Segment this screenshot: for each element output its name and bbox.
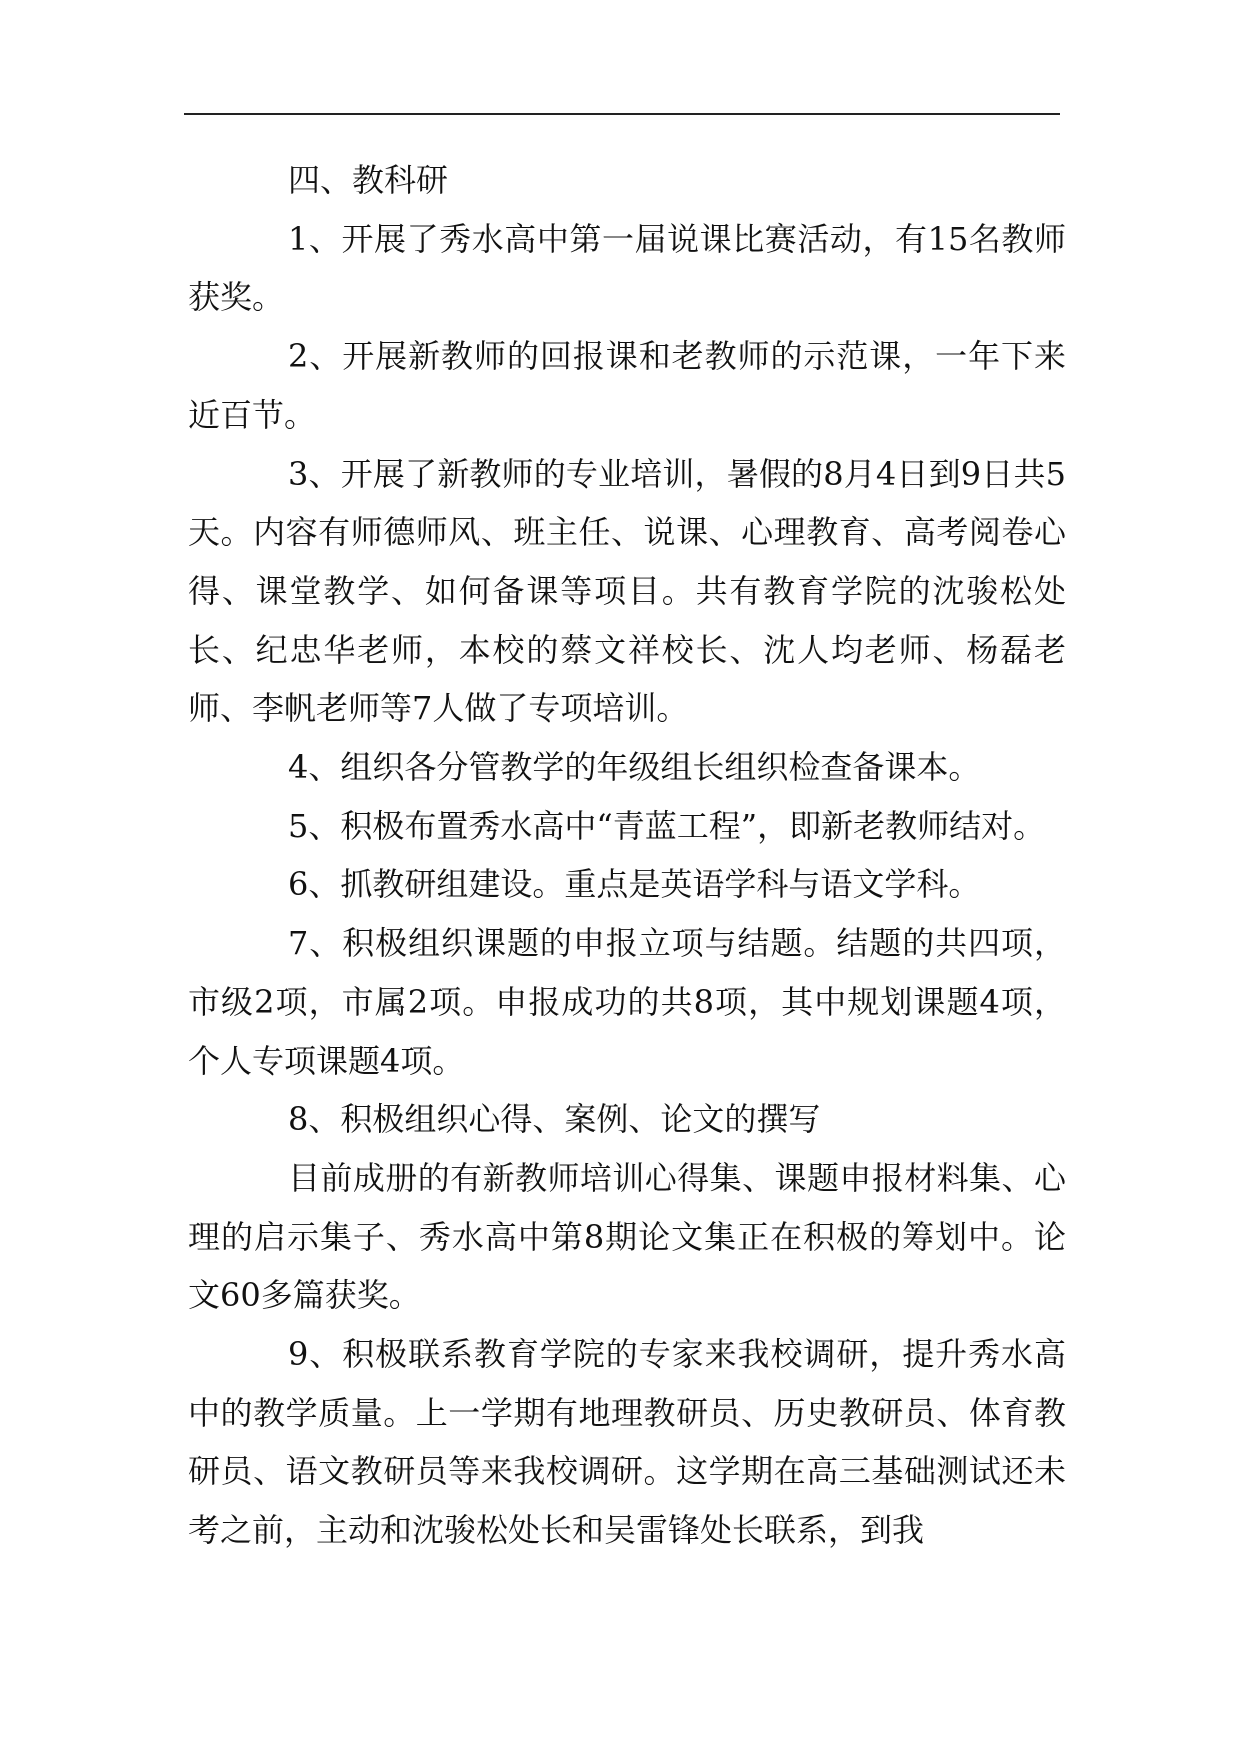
paragraph-2: 2、开展新教师的回报课和老教师的示范课，一年下来近百节。 [188, 337, 1066, 434]
paragraph-7: 7、积极组织课题的申报立项与结题。结题的共四项，市级2项，市属2项。申报成功的共8项，其中规划课题4项，个人专项课题4项。 [188, 924, 1066, 1080]
paragraph-4: 4、组织各分管教学的年级组长组织检查备课本。 [288, 748, 981, 787]
section-title: 四、教科研 [288, 161, 449, 199]
document-body [188, 151, 1066, 1560]
paragraph-10: 9、积极联系教育学院的专家来我校调研，提升秀水高中的教学质量。上一学期有地理教研员、历史教研员、体育教研员、语文教研员等来我校调研。这学期在高三基础测试还未考之前，主动和沈骏松处长和吴雷锋处长联系，到我 [188, 1335, 1066, 1550]
paragraph-3: 3、开展了新教师的专业培训，暑假的8月4日到9日共5天。内容有师德师风、班主任、说课、心理教育、高考阅卷心得、课堂教学、如何备课等项目。共有教育学院的沈骏松处长、纪忠华老师，本校的蔡文祥校长、沈人均老师、杨磊老师、李帆老师等7人做了专项培训。 [188, 454, 1066, 728]
paragraph-8: 8、积极组织心得、案例、论文的撰写 [288, 1100, 821, 1139]
paragraph-1: 1、开展了秀水高中第一届说课比赛活动，有15名教师获奖。 [188, 219, 1066, 317]
paragraph-9: 目前成册的有新教师培训心得集、课题申报材料集、心理的启示集子、秀水高中第8期论文集正在积极的筹划中。论文60多篇获奖。 [188, 1158, 1066, 1315]
paragraph-5: 5、积极布置秀水高中“青蓝工程”，即新老教师结对。 [288, 806, 1046, 845]
paragraph-6: 6、抓教研组建设。重点是英语学科与语文学科。 [288, 865, 981, 904]
header-rule [184, 113, 1060, 115]
